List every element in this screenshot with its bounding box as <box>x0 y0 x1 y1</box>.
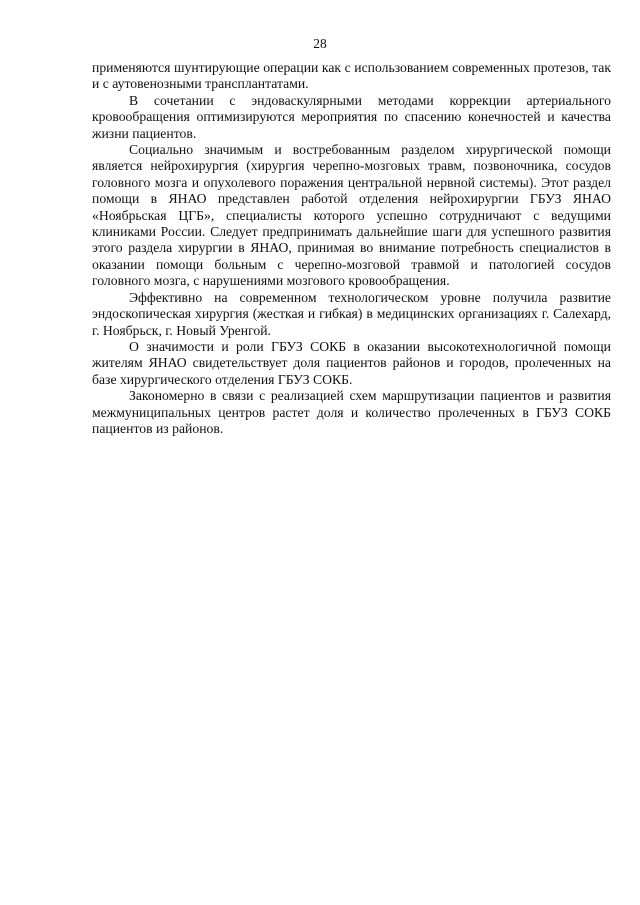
paragraph-bypass-surgery: применяются шунтирующие операции как с использованием современных протезов, так и с аутовенозными трансплантатами. <box>92 60 611 92</box>
paragraph-endoscopic-surgery: Эффективно на современном технологическом уровне получила развитие эндоскопическая хирургия (жесткая и гибкая) в медицинских организациях г. Салехард, г. Ноябрьск, г. Новый Уренгой. <box>92 289 611 338</box>
paragraph-sokb-role: О значимости и роли ГБУЗ СОКБ в оказании высокотехнологичной помощи жителям ЯНАО свидетельствует доля пациентов районов и городов, пролеченных на базе хирургического отделения ГБУЗ СОКБ. <box>92 338 611 387</box>
paragraph-neurosurgery: Социально значимым и востребованным разделом хирургической помощи является нейрохирургия (хирургия черепно-мозговых травм, позвоночника, сосудов головного мозга и опухолевого поражения центральной нервной системы). Этот раздел помощи в ЯНАО представлен работой отделения нейрохирургии ГБУЗ ЯНАО «Ноябрьская ЦГБ», специалисты которого успешно сотрудничают с ведущими клиниками России. Следует предпринимать дальнейшие шаги для успешного развития этого раздела хирургии в ЯНАО, принимая во внимание потребность специалистов в оказании помощи больным с черепно-мозговой травмой и патологией сосудов головного мозга, с нарушениями мозгового кровообращения. <box>92 142 611 289</box>
paragraph-routing: Закономерно в связи с реализацией схем маршрутизации пациентов и развития межмуниципальных центров растет доля и количество пролеченных в ГБУЗ СОКБ пациентов из районов. <box>92 388 611 436</box>
document-body <box>92 60 611 437</box>
paragraph-endovascular: В сочетании с эндоваскулярными методами коррекции артериального кровообращения оптимизируются мероприятия по спасению конечностей и качества жизни пациентов. <box>92 92 611 141</box>
page-number: 28 <box>313 36 327 51</box>
